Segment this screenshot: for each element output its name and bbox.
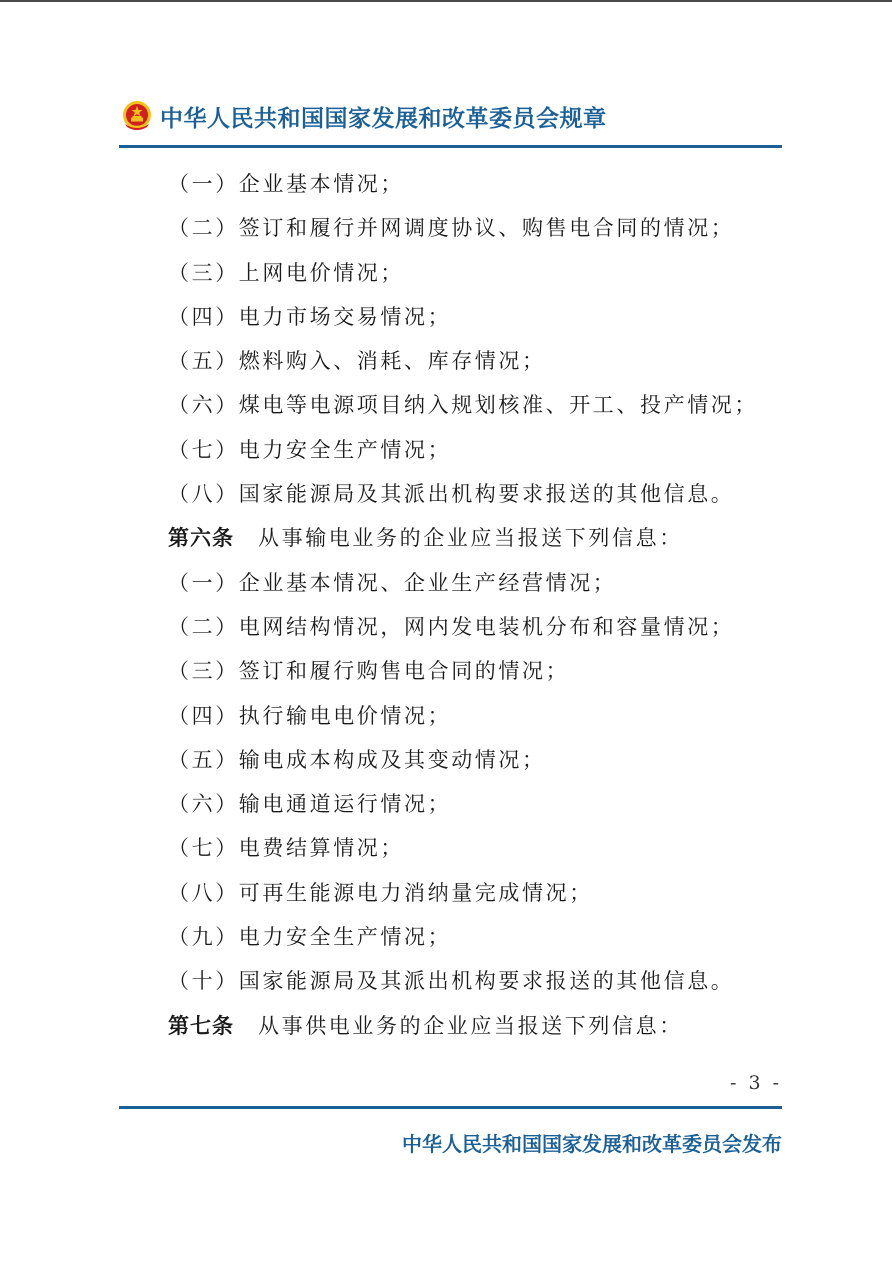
list-item: （六）煤电等电源项目纳入规划核准、开工、投产情况； xyxy=(168,393,758,418)
article-7 xyxy=(168,1004,780,1048)
article-number: 第六条 xyxy=(168,526,234,551)
page-top-border xyxy=(0,0,892,2)
list-item: （五）输电成本构成及其变动情况； xyxy=(168,747,546,772)
list-item: （八）可再生能源电力消纳量完成情况； xyxy=(168,880,593,905)
list-item: （一）企业基本情况、企业生产经营情况； xyxy=(168,570,617,595)
document-header xyxy=(120,94,607,138)
footer-publisher: 中华人民共和国国家发展和改革委员会发布 xyxy=(402,1132,782,1156)
article-text: 从事输电业务的企业应当报送下列信息： xyxy=(258,526,683,551)
footer-divider xyxy=(119,1106,782,1109)
page-number: - 3 - xyxy=(729,1072,782,1094)
list-item: （七）电费结算情况； xyxy=(168,836,404,861)
article-6 xyxy=(168,516,780,560)
list-item: （二）电网结构情况，网内发电装机分布和容量情况； xyxy=(168,614,735,639)
header-divider xyxy=(119,145,782,148)
list-item: （十）国家能源局及其派出机构要求报送的其他信息。 xyxy=(168,969,735,994)
document-body xyxy=(168,162,780,1048)
list-item: （四）执行输电电价情况； xyxy=(168,703,452,728)
list-item: （九）电力安全生产情况； xyxy=(168,925,452,950)
list-item: （三）上网电价情况； xyxy=(168,260,404,285)
list-item: （七）电力安全生产情况； xyxy=(168,437,452,462)
article-number: 第七条 xyxy=(168,1013,234,1038)
list-item: （六）输电通道运行情况； xyxy=(168,792,452,817)
national-emblem-icon xyxy=(120,99,154,133)
list-item: （五）燃料购入、消耗、库存情况； xyxy=(168,349,546,374)
article-text: 从事供电业务的企业应当报送下列信息： xyxy=(258,1013,683,1038)
list-item: （二）签订和履行并网调度协议、购售电合同的情况； xyxy=(168,216,735,241)
header-title: 中华人民共和国国家发展和改革委员会规章 xyxy=(160,105,607,132)
list-item: （四）电力市场交易情况； xyxy=(168,304,452,329)
list-item: （三）签订和履行购售电合同的情况； xyxy=(168,659,570,684)
list-item: （八）国家能源局及其派出机构要求报送的其他信息。 xyxy=(168,482,735,507)
list-item: （一）企业基本情况； xyxy=(168,172,404,196)
